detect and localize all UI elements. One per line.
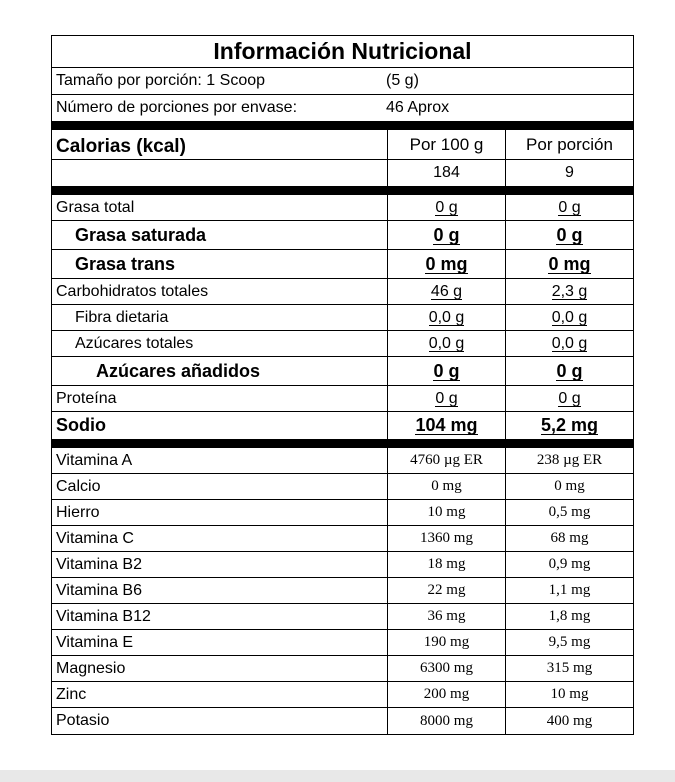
nutrient-per-portion: 0 mg: [548, 253, 591, 274]
vitamin-row: [52, 604, 633, 630]
nutrient-per-100g: 0 g: [433, 360, 460, 381]
nutrient-name: Azúcares totales: [75, 334, 194, 352]
bottom-gray-strip: [0, 770, 675, 782]
nutrient-per-100g: 0 g: [435, 389, 458, 407]
vitamin-name: Vitamina B12: [56, 607, 151, 625]
nutrient-name: Grasa total: [56, 198, 135, 216]
vitamin-name: Vitamina E: [56, 633, 134, 651]
thick-divider: [52, 122, 633, 130]
label-title: Información Nutricional: [52, 36, 633, 68]
calories-value-row: [52, 160, 633, 187]
thick-divider: [52, 440, 633, 448]
vitamin-per-100g: 8000 mg: [387, 708, 505, 734]
nutrient-per-portion: 0,0 g: [551, 334, 588, 352]
nutrition-facts-label: [51, 35, 634, 735]
vitamin-row: [52, 656, 633, 682]
serving-size-row: [52, 68, 633, 95]
vitamin-row: [52, 500, 633, 526]
calories-per-100g: 184: [387, 160, 505, 186]
nutrient-row: [52, 221, 633, 250]
nutrient-per-portion: 5,2 mg: [540, 415, 599, 435]
vitamin-per-100g: 6300 mg: [387, 656, 505, 681]
vitamin-name: Potasio: [56, 712, 110, 729]
vitamin-row: [52, 708, 633, 734]
nutrient-row: [52, 250, 633, 279]
vitamin-per-100g: 200 mg: [387, 682, 505, 707]
nutrient-per-100g: 0 g: [433, 224, 460, 245]
vitamin-per-100g: 1360 mg: [387, 526, 505, 551]
nutrient-row: [52, 305, 633, 331]
nutrient-per-100g: 0,0 g: [428, 308, 465, 326]
column-header-per-portion: Por porción: [505, 130, 633, 159]
vitamin-row: [52, 474, 633, 500]
vitamin-row: [52, 682, 633, 708]
vitamin-row: [52, 526, 633, 552]
vitamin-per-portion: 10 mg: [505, 682, 633, 707]
vitamin-per-100g: 10 mg: [387, 500, 505, 525]
vitamin-per-portion: 315 mg: [505, 656, 633, 681]
calories-per-portion: 9: [505, 160, 633, 186]
nutrient-per-portion: 0,0 g: [551, 308, 588, 326]
vitamin-name: Vitamina A: [56, 451, 133, 469]
calories-label: Calorias (kcal): [56, 136, 186, 157]
vitamin-per-100g: 18 mg: [387, 552, 505, 577]
vitamin-per-100g: 22 mg: [387, 578, 505, 603]
thick-divider: [52, 187, 633, 195]
vitamin-per-portion: 1,1 mg: [505, 578, 633, 603]
vitamin-row: [52, 448, 633, 474]
vitamin-per-portion: 400 mg: [505, 708, 633, 734]
nutrient-per-100g: 0 mg: [425, 253, 468, 274]
vitamin-name: Calcio: [56, 477, 101, 495]
nutrient-row: [52, 331, 633, 357]
serving-size-value: (5 g): [386, 72, 419, 89]
nutrient-name: Fibra dietaria: [75, 308, 169, 326]
servings-per-container-row: [52, 95, 633, 122]
vitamin-row: [52, 630, 633, 656]
vitamin-per-portion: 68 mg: [505, 526, 633, 551]
nutrient-per-100g: 104 mg: [415, 415, 478, 435]
nutrient-name: Azúcares añadidos: [96, 360, 261, 381]
nutrient-name: Proteína: [56, 389, 117, 407]
vitamin-per-portion: 9,5 mg: [505, 630, 633, 655]
vitamin-name: Vitamina B6: [56, 581, 142, 599]
vitamin-per-100g: 36 mg: [387, 604, 505, 629]
vitamin-name: Hierro: [56, 503, 100, 521]
serving-size-label: Tamaño por porción: 1 Scoop: [56, 72, 266, 89]
nutrient-name: Grasa trans: [75, 253, 176, 274]
nutrient-name: Carbohidratos totales: [56, 282, 209, 300]
calories-header-row: [52, 130, 633, 160]
nutrient-per-portion: 0 g: [556, 224, 583, 245]
nutrient-row: [52, 412, 633, 440]
servings-per-container-label: Número de porciones por envase:: [56, 99, 298, 116]
nutrient-row: [52, 279, 633, 305]
nutrient-row: [52, 386, 633, 412]
nutrient-per-portion: 0 g: [558, 389, 581, 407]
nutrient-name: Grasa saturada: [75, 224, 207, 245]
vitamin-per-portion: 0,5 mg: [505, 500, 633, 525]
nutrient-per-100g: 46 g: [430, 282, 463, 300]
nutrient-per-portion: 0 g: [556, 360, 583, 381]
nutrient-per-100g: 0 g: [435, 198, 458, 216]
vitamin-per-portion: 0,9 mg: [505, 552, 633, 577]
vitamin-per-portion: 0 mg: [505, 474, 633, 499]
vitamin-name: Zinc: [56, 685, 87, 703]
vitamin-per-100g: 190 mg: [387, 630, 505, 655]
vitamin-per-100g: 0 mg: [387, 474, 505, 499]
nutrient-per-portion: 0 g: [558, 198, 581, 216]
vitamin-row: [52, 552, 633, 578]
nutrient-row: [52, 195, 633, 221]
vitamin-per-portion: 238 µg ER: [505, 448, 633, 473]
nutrient-row: [52, 357, 633, 386]
nutrient-per-100g: 0,0 g: [428, 334, 465, 352]
vitamin-name: Vitamina C: [56, 529, 134, 547]
vitamin-per-portion: 1,8 mg: [505, 604, 633, 629]
vitamin-per-100g: 4760 µg ER: [387, 448, 505, 473]
column-header-per-100g: Por 100 g: [387, 130, 505, 159]
vitamin-row: [52, 578, 633, 604]
nutrient-per-portion: 2,3 g: [551, 282, 588, 300]
vitamin-name: Vitamina B2: [56, 555, 142, 573]
nutrient-name: Sodio: [56, 415, 106, 435]
servings-per-container-value: 46 Aprox: [386, 99, 450, 116]
vitamin-name: Magnesio: [56, 659, 126, 677]
